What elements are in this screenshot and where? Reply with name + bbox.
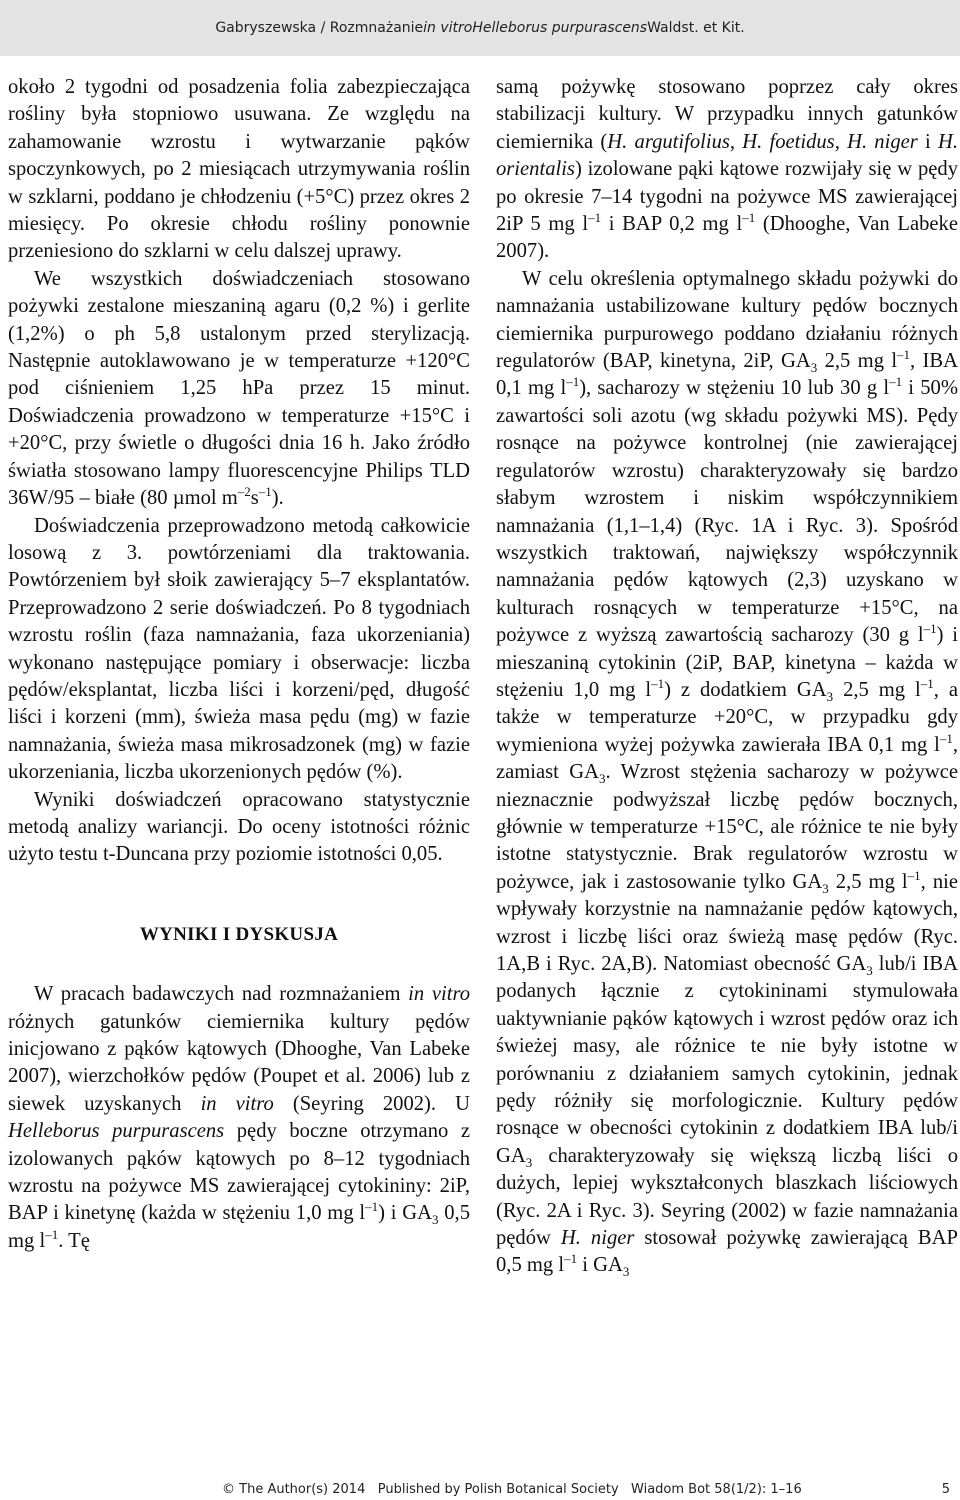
text-run: . Tę xyxy=(58,1229,90,1252)
text-run: stosował pożywkę zawierającą BAP 0,5 mg l xyxy=(496,1227,958,1277)
text-run: , a także w temperaturze +20°C, w przypadku gdy wymieniona wyżej pożywka zawierała IBA 0,1 mg l xyxy=(496,678,959,756)
text-run: i xyxy=(917,130,938,153)
text-run: , nie wpływały korzystnie na namnażanie pędów kątowych, wzrost i liczbę liści oraz świeżą masę pędów (Ryc. 1A,B i Ryc. 2A,B). Natomiast obecność GA xyxy=(496,870,958,975)
text-run: i 50% zawartości soli azotu (wg składu pożywki MS). Pędy rosnące na pożywce kontrolnej (nie zawierającej regulatorów wzrostu) charakteryzowały się bardzo słabym wzrostem i niskim współczynnikiem namnażania (1,1–1,4) (Ryc. 1A i Ryc. 3). Spośród wszystkich traktowań, największy współczynnik namnażania pędów kątowych (2,3) uzyskano w kulturach rosnących w temperaturze +15°C, na pożywce z wyższą zawartością sacharozy (30 g l xyxy=(496,377,958,647)
right-paragraph-1 xyxy=(496,74,958,266)
text-run: 2,5 mg l xyxy=(817,350,898,373)
text-run: (Seyring 2002). U xyxy=(273,1092,471,1115)
superscript: –2 xyxy=(237,484,251,500)
subscript: 3 xyxy=(598,771,606,787)
superscript: –1 xyxy=(258,484,272,500)
left-paragraph-1: około 2 tygodni od posadzenia folia zabezpieczająca rośliny była stopniowo usuwana. Ze względu na zahamowanie wzrostu i wytwarzanie pąków spoczynkowych, po 2 miesiącach utrzymywania roślin w szklarni, poddano je chłodzeniu (+5°C) przez okres 2 miesięcy. Po okresie chłodu rośliny ponownie przeniesiono do szklarni w celu dalszej uprawy. xyxy=(8,76,470,263)
superscript: –1 xyxy=(742,210,756,226)
subscript: 3 xyxy=(431,1212,439,1228)
italic-run: Helleborus purpurascens xyxy=(8,1120,225,1143)
text-run: i GA xyxy=(577,1254,623,1277)
text-run: ) i mieszaniną cytokinin (2iP, BAP, kinetyna – każda w stężeniu 1,0 mg l xyxy=(496,624,959,701)
text-run: (Dhooghe, Van Labeke 2007). xyxy=(496,213,958,263)
subscript: 3 xyxy=(822,880,829,896)
italic-run: H. niger xyxy=(560,1227,635,1250)
right-column xyxy=(496,74,958,1280)
text-run: . Wzrost stężenia sacharozy w pożywce nieznacznie podwyższał liczbę pędów bocznych, głównie w temperaturze +15°C, ale różnice te nie były istotne statystycznie. Brak regulatorów wzrostu w pożywce, jak i zastosowanie tylko GA xyxy=(496,761,958,893)
superscript: –1 xyxy=(923,621,937,637)
page-footer xyxy=(0,1478,960,1500)
italic-run: H. orientalis xyxy=(496,130,958,181)
left-paragraph-4: Wyniki doświadczeń opracowano statystycznie metodą analizy wariancji. Do oceny istotności różnic użyto testu t-Duncana przy poziomie istotności 0,05. xyxy=(8,788,470,866)
running-header xyxy=(0,0,960,56)
text-run: i BAP 0,2 mg l xyxy=(601,213,743,236)
text-run: W pracach badawczych nad rozmnażaniem xyxy=(34,983,409,1006)
text-run: 0,5 mg l xyxy=(8,1202,470,1252)
superscript: –1 xyxy=(897,347,911,363)
text-run: różnych gatunków ciemiernika kultury pędów inicjowano z pąków kątowych (Dhooghe, Van Labeke 2007), wierzchołków pędów (Poupet et al. 2006) lub z siewek uzyskanych xyxy=(8,1010,470,1115)
header-authors: Gabryszewska / Rozmnażanie xyxy=(215,20,424,36)
text-run: ) izolowane pąki kątowe rozwijały się w pędy po okresie 7–14 tygodni na pożywce MS zawierającej 2iP 5 mg l xyxy=(496,158,958,236)
right-paragraph-2 xyxy=(496,266,958,1280)
text-run: ) i GA xyxy=(378,1202,432,1225)
italic-run: in vitro xyxy=(408,983,470,1006)
superscript: –1 xyxy=(588,210,602,226)
text-run: , IBA 0,1 mg l xyxy=(496,350,958,400)
subscript: 3 xyxy=(810,360,818,376)
left-paragraph-2 xyxy=(8,266,470,513)
superscript: –1 xyxy=(365,1199,379,1215)
superscript: –1 xyxy=(564,1251,578,1267)
left-paragraph-3: Doświadczenia przeprowadzono metodą całkowicie losową z 3. powtórzeniami dla traktowania. Powtórzeniem był słoik zawierający 5–7 eksplantatów. Przeprowadzono 2 serie doświadczeń. Po 8 tygodniach wzrostu roślin (faza namnażania, faza ukorzeniania) wykonano następujące pomiary i obserwacje: liczba pędów/eksplantat, liczba liści i korzeni/pęd, długość liści i korzeni (mm), świeża masa pędu (mg) w fazie namnażania, świeża masa mikrosadzonek (mg) w fazie ukorzeniania, liczba ukorzenionych pędów (%). xyxy=(8,514,470,784)
subscript: 3 xyxy=(866,963,873,978)
italic-run: H. argutifolius, H. foetidus, H. niger xyxy=(607,130,918,153)
text-run: W celu określenia optymalnego składu pożywki do namnażania ustabilizowane kultury pędów bocznych ciemiernika purpurowego poddano działaniu różnych regulatorów (BAP, kinetyna, 2iP, GA xyxy=(496,267,958,373)
left-paragraph-5 xyxy=(8,981,470,1255)
superscript: –1 xyxy=(907,867,921,883)
text-run: s xyxy=(250,487,259,510)
superscript: –1 xyxy=(889,374,903,390)
header-rest: Waldst. et Kit. xyxy=(647,20,745,36)
left-column xyxy=(8,74,470,1255)
superscript: –1 xyxy=(566,374,580,390)
italic-run: in vitro xyxy=(200,1092,274,1115)
text-run: , zamiast GA xyxy=(496,733,958,784)
header-species: Helleborus purpurascens xyxy=(472,20,648,36)
superscript: –1 xyxy=(939,730,953,746)
subscript: 3 xyxy=(622,1264,630,1280)
page-number: 5 xyxy=(941,1482,950,1497)
text-run: 2,5 mg l xyxy=(833,678,921,701)
footer-info: © The Author(s) 2014 Published by Polish Botanical Society Wiadom Bot 58(1/2): 1–16 xyxy=(222,1482,802,1497)
text-run: samą pożywkę stosowano poprzez cały okres stabilizacji kultury. W przypadku innych gatunków ciemiernika ( xyxy=(496,76,958,153)
text-run: We wszystkich doświadczeniach stosowano pożywki zestalone mieszaniną agaru (0,2 %) i gerlite (1,2%) o ph 5,8 ustalonym przed sterylizacją. Następnie autoklawowano je w temperaturze +120°C pod ciśnieniem 1,25 hPa przez 15 minut. Doświadczenia prowadzono w temperaturze +15°C i +20°C, przy świetle o długości dnia 16 h. Jako źródło światła stosowano lampy fluorescencyjne Philips TLD 36W/95 – białe (80 µmol m xyxy=(8,267,470,510)
subscript: 3 xyxy=(826,688,834,704)
text-run: charakteryzowały się większą liczbą liści o dużych, lepiej wykształconych blaszkach liściowych (Ryc. 2A i Ryc. 3). Seyring (2002) w fazie namnażania pędów xyxy=(496,1144,958,1250)
subscript: 3 xyxy=(525,1154,533,1170)
superscript: –1 xyxy=(45,1226,59,1242)
superscript: –1 xyxy=(920,675,934,691)
text-run: pędy boczne otrzymano z izolowanych pąków kątowych po 8–12 tygodniach wzrostu na pożywce MS zawierającej cytokininy: 2iP, BAP i kinetynę (każda w stężeniu 1,0 mg l xyxy=(8,1120,470,1225)
header-in-vitro: in vitro xyxy=(423,20,473,36)
text-run: ), sacharozy w stężeniu 10 lub 30 g l xyxy=(579,377,890,400)
text-run: lub/i IBA podanych łącznie z cytokininami stymulowała uaktywnianie pąków kątowych i wzrost pędów oraz ich świeżej masy, ale różnice te nie były istotne w porównaniu z działaniem samych cytokinin, jednak pędy różniły się morfologicznie. Kultury pędów rosnące w obecności cytokinin z dodatkiem IBA lub/i GA xyxy=(496,953,958,1167)
superscript: –1 xyxy=(651,675,665,691)
section-heading: WYNIKI I DYSKUSJA xyxy=(139,923,339,945)
text-run: ). xyxy=(271,487,284,510)
text-run: ) z dodatkiem GA xyxy=(664,678,827,701)
text-run: 2,5 mg l xyxy=(828,870,908,893)
